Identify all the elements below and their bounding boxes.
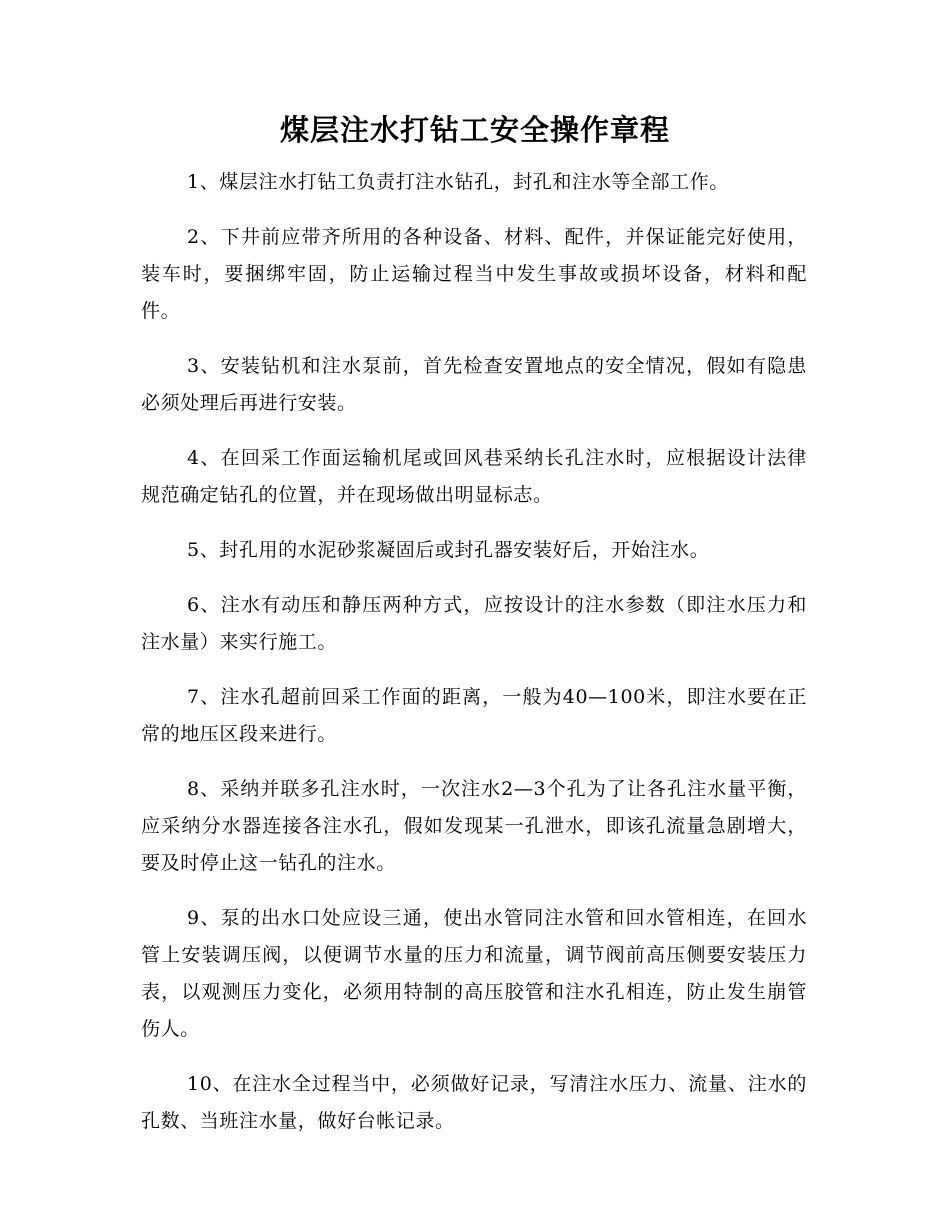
paragraph-8: 8、采纳并联多孔注水时，一次注水2—3个孔为了让各孔注水量平衡，应采纳分水器连接各注水孔，假如发现某一孔泄水，即该孔流量急剧增大，要及时停止这一钻孔的注水。: [141, 778, 807, 874]
document-body: [141, 164, 807, 1158]
paragraph-9: 9、泵的出水口处应设三通，使出水管同注水管和回水管相连，在回水管上安装调压阀，以便调节水量的压力和流量，调节阀前高压侧要安装压力表，以观测压力变化，必须用特制的高压胶管和注水孔相连，防止发生崩管伤人。: [141, 907, 807, 1040]
paragraph-2: 2、下井前应带齐所用的各种设备、材料、配件，并保证能完好使用，装车时，要捆绑牢固，防止运输过程当中发生事故或损坏设备，材料和配件。: [141, 226, 807, 322]
paragraph-10: 10、在注水全过程当中，必须做好记录，写清注水压力、流量、注水的孔数、当班注水量，做好台帐记录。: [141, 1073, 807, 1132]
paragraph-1: 1、煤层注水打钻工负责打注水钻孔，封孔和注水等全部工作。: [187, 171, 729, 193]
paragraph-3: 3、安装钻机和注水泵前，首先检查安置地点的安全情况，假如有隐患必须处理后再进行安装。: [141, 355, 807, 414]
document-title: 煤层注水打钻工安全操作章程: [279, 113, 670, 147]
paragraph-5: 5、封孔用的水泥砂浆凝固后或封孔器安装好后，开始注水。: [187, 539, 710, 561]
paragraph-7: 7、注水孔超前回采工作面的距离，一般为40—100米，即注水要在正常的地压区段来进行。: [141, 686, 807, 745]
paragraph-6: 6、注水有动压和静压两种方式，应按设计的注水参数（即注水压力和注水量）来实行施工。: [141, 594, 807, 653]
paragraph-4: 4、在回采工作面运输机尾或回风巷采纳长孔注水时，应根据设计法律规范确定钻孔的位置，并在现场做出明显标志。: [141, 447, 807, 506]
